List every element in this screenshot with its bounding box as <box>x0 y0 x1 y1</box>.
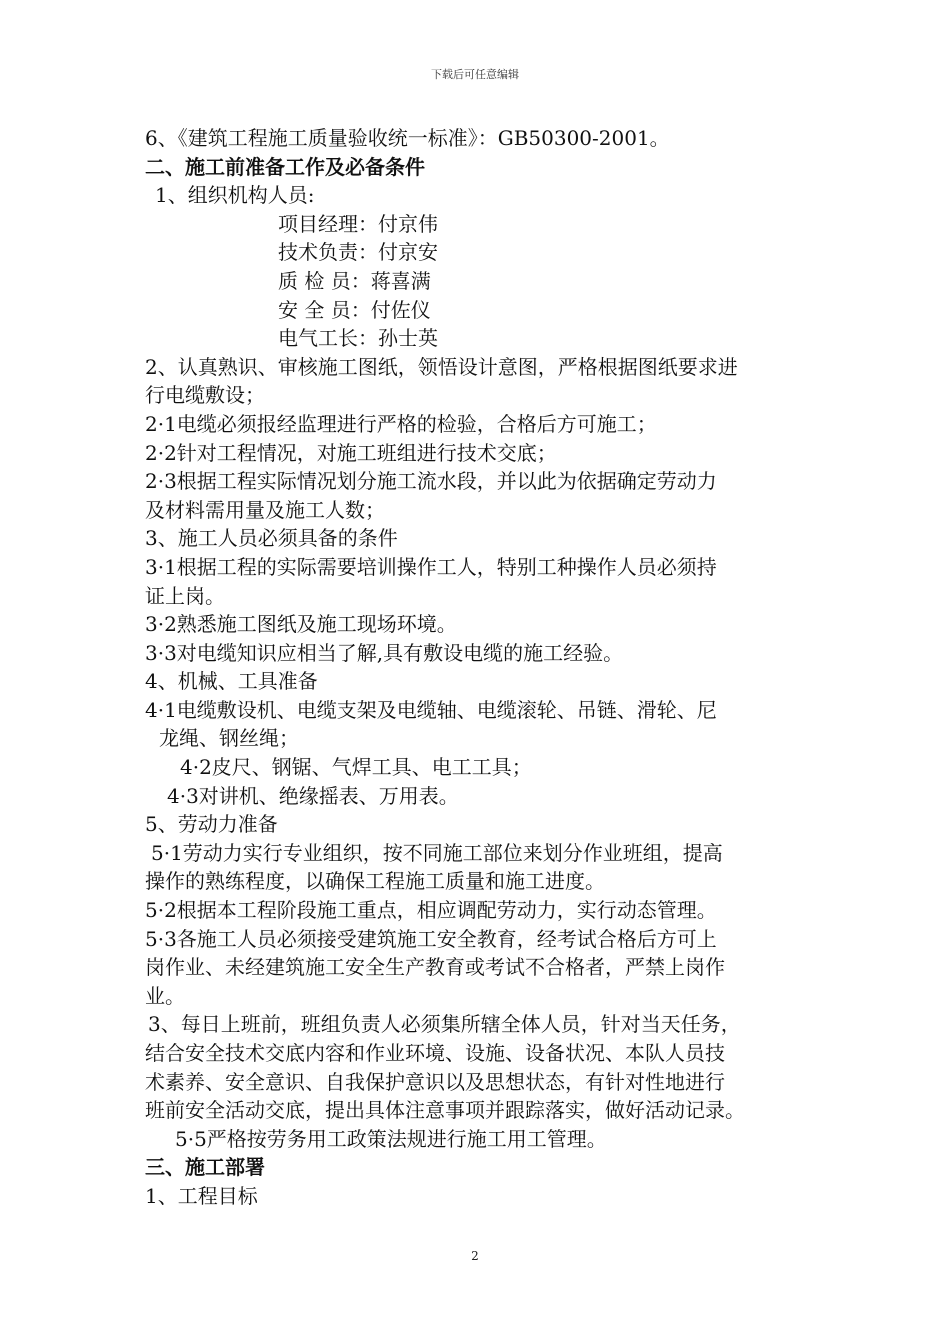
text-line: 技术负责：付京安 <box>278 240 438 265</box>
text-line: 操作的熟练程度，以确保工程施工质量和施工进度。 <box>145 869 605 894</box>
text-line: 术素养、安全意识、自我保护意识以及思想状态，有针对性地进行 <box>145 1069 725 1094</box>
text-line: 6、《建筑工程施工质量验收统一标准》：GB50300-2001。 <box>145 126 670 150</box>
section-heading: 三、施工部署 <box>145 1155 265 1180</box>
text-line: 5·1劳动力实行专业组织，按不同施工部位来划分作业班组，提高 <box>151 840 723 865</box>
text-line: 2·3根据工程实际情况划分施工流水段，并以此为依据确定劳动力 <box>145 469 717 494</box>
text-line: 结合安全技术交底内容和作业环境、设施、设备状况、本队人员技 <box>145 1041 725 1065</box>
text-line: 安 全 员：付佐仪 <box>278 297 431 322</box>
page-header: 下载后可任意编辑 <box>431 68 519 81</box>
text-line: 2·1电缆必须报经监理进行严格的检验，合格后方可施工； <box>145 411 657 436</box>
text-line: 3·3对电缆知识应相当了解,具有敷设电缆的施工经验。 <box>145 640 624 665</box>
text-line: 5·3各施工人员必须接受建筑施工安全教育，经考试合格后方可上 <box>145 926 717 951</box>
text-line: 5·5严格按劳务用工政策法规进行施工用工管理。 <box>175 1126 607 1151</box>
text-line: 3·1根据工程的实际需要培训操作工人，特别工种操作人员必须持 <box>145 554 717 579</box>
text-line: 行电缆敷设； <box>145 383 265 408</box>
text-line: 岗作业、未经建筑施工安全生产教育或考试不合格者，严禁上岗作 <box>145 955 725 980</box>
text-line: 证上岗。 <box>145 583 225 608</box>
text-line: 1、组织机构人员: <box>155 183 315 208</box>
text-line: 5、劳动力准备 <box>145 812 278 837</box>
text-line: 及材料需用量及施工人数； <box>145 497 385 522</box>
text-line: 1、工程目标 <box>145 1183 258 1208</box>
text-line: 项目经理：付京伟 <box>278 211 438 236</box>
text-line: 5·2根据本工程阶段施工重点，相应调配劳动力，实行动态管理。 <box>145 898 717 923</box>
page-number: 2 <box>471 1249 479 1263</box>
text-line: 质 检 员：蒋喜满 <box>278 268 431 293</box>
text-line: 4·3对讲机、绝缘摇表、万用表。 <box>167 783 459 808</box>
text-line: 电气工长：孙士英 <box>278 326 438 351</box>
text-line: 4·2皮尺、钢锯、气焊工具、电工工具； <box>180 755 532 780</box>
text-line: 4·1电缆敷设机、电缆支架及电缆轴、电缆滚轮、吊链、滑轮、尼 <box>145 697 717 722</box>
text-line: 龙绳、钢丝绳； <box>159 726 299 751</box>
text-line: 3·2熟悉施工图纸及施工现场环境。 <box>145 612 457 637</box>
text-line: 2、认真熟识、审核施工图纸，领悟设计意图，严格根据图纸要求进 <box>145 354 738 379</box>
text-line: 业。 <box>145 983 185 1008</box>
text-line: 班前安全活动交底，提出具体注意事项并跟踪落实，做好活动记录。 <box>145 1098 745 1123</box>
section-heading: 二、施工前准备工作及必备条件 <box>145 154 425 179</box>
text-line: 4、机械、工具准备 <box>145 669 318 694</box>
text-line: 3、每日上班前，班组负责人必须集所辖全体人员，针对当天任务， <box>148 1012 741 1037</box>
text-line: 2·2针对工程情况，对施工班组进行技术交底； <box>145 440 557 465</box>
document-body <box>145 124 807 1211</box>
text-line: 3、施工人员必须具备的条件 <box>145 526 398 551</box>
